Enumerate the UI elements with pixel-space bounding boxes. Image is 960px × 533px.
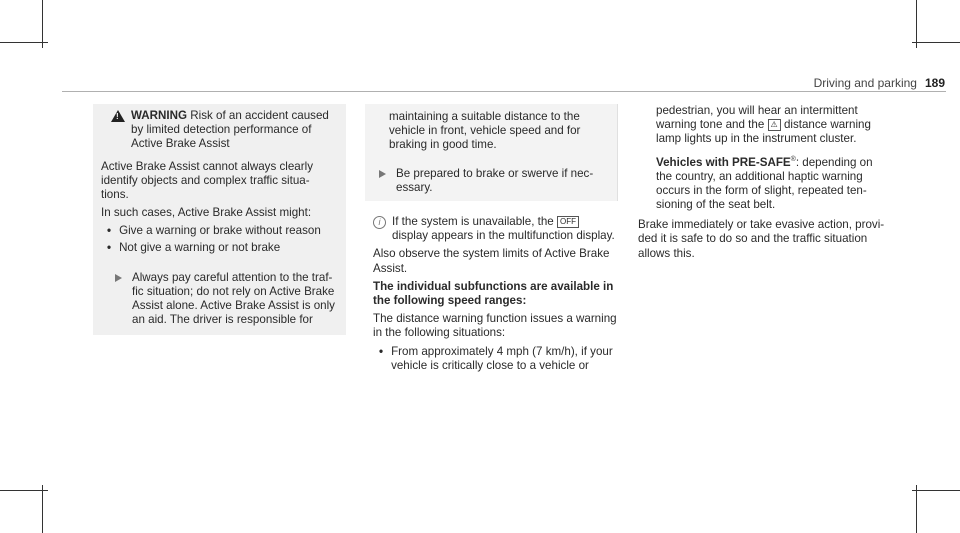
paragraph: In such cases, Active Brake Assist might: <box>101 206 312 220</box>
page-number: 189 <box>924 76 945 90</box>
action-step: Be prepared to brake or swerve if nec- essary. <box>365 167 617 195</box>
action-arrow-icon <box>115 274 122 282</box>
warning-box-continued <box>365 104 618 201</box>
warning-text: Risk of an accident caused by limited detection performance of Active Brake Assist <box>131 109 329 151</box>
bullet-icon: • <box>379 344 384 358</box>
paragraph: Also observe the system limits of Active Brake Assist. <box>373 247 610 275</box>
bullet-icon: • <box>107 240 112 254</box>
paragraph: Vehicles with PRE-SAFE®: depending on the country, an additional haptic warning occurs in the form of slight, repeated ten- sioning of the seat belt. <box>656 155 873 212</box>
crop-mark <box>916 485 917 533</box>
paragraph: pedestrian, you will hear an intermittent warning tone and the ⚠ distance warning lamp lights up in the instrument cluster. <box>656 104 871 146</box>
header-rule <box>62 91 946 92</box>
column-2 <box>373 104 618 375</box>
paragraph: Brake immediately or take evasive action, provi- ded it is safe to do so and the traffic situation allows this. <box>638 218 885 260</box>
action-step: Always pay careful attention to the traf- fic situation; do not rely on Active Brake Assist alone. Active Brake Assist is only an aid. The driver is responsible for <box>101 271 338 328</box>
column-1 <box>101 104 346 335</box>
crop-mark <box>42 485 43 533</box>
paragraph: maintaining a suitable distance to the vehicle in front, vehicle speed and for braking in good time. <box>389 110 581 152</box>
warning-icon: ! <box>111 110 125 122</box>
warning-label: WARNING <box>131 109 188 122</box>
column-3 <box>638 104 888 265</box>
crop-mark <box>42 0 43 48</box>
info-icon: i <box>373 216 386 229</box>
list-item: • Not give a warning or not brake <box>107 240 281 254</box>
info-note: i If the system is unavailable, the OFF display appears in the multifunction display. <box>373 215 618 243</box>
crop-mark <box>912 490 960 491</box>
page-header <box>620 76 945 90</box>
crop-mark <box>916 0 917 48</box>
list-item: • From approximately 4 mph (7 km/h), if your vehicle is critically close to a vehicle or <box>379 344 613 372</box>
list-item: • Give a warning or brake without reason <box>107 224 321 238</box>
section-heading: The individual subfunctions are available in the following speed ranges: <box>373 279 614 308</box>
paragraph: Active Brake Assist cannot always clearly identify objects and complex traffic situa- tions. <box>101 159 313 202</box>
distance-warning-lamp-icon: ⚠ <box>768 119 781 131</box>
crop-mark <box>912 42 960 43</box>
system-off-symbol-icon: OFF <box>557 216 579 228</box>
bullet-icon: • <box>107 224 112 238</box>
crop-mark <box>0 490 48 491</box>
paragraph: The distance warning function issues a warning in the following situations: <box>373 312 617 340</box>
action-arrow-icon <box>379 170 386 178</box>
crop-mark <box>0 42 48 43</box>
warning-box <box>93 104 346 335</box>
section-title: Driving and parking <box>813 76 917 90</box>
